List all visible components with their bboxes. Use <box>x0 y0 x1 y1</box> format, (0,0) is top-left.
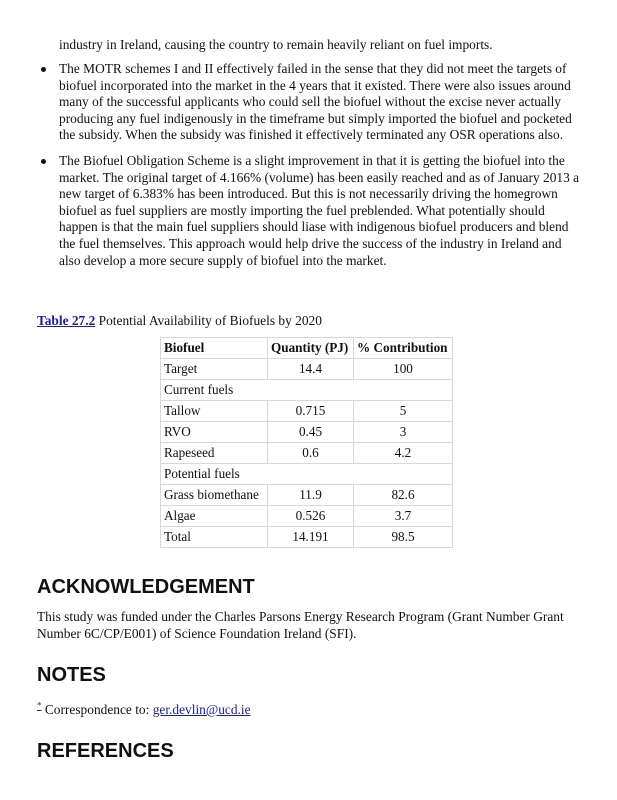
bullet-item <box>37 61 585 144</box>
cell-contribution: 3 <box>354 422 453 443</box>
table-row <box>161 443 453 464</box>
column-header-quantity: Quantity (PJ) <box>268 338 354 359</box>
section-label: Current fuels <box>161 380 453 401</box>
cell-contribution: 5 <box>354 401 453 422</box>
cell-biofuel: Grass biomethane <box>161 485 268 506</box>
cell-quantity: 0.6 <box>268 443 354 464</box>
cell-quantity: 14.4 <box>268 359 354 380</box>
bullet-dot-icon <box>41 67 46 72</box>
table-row <box>161 359 453 380</box>
acknowledgement-text: This study was funded under the Charles Parsons Energy Research Program (Grant Number Grant Number 6C/CP/E001) of Science Foundation Ireland (SFI). <box>37 609 564 641</box>
acknowledgement-heading: ACKNOWLEDGEMENT <box>37 576 255 598</box>
table-row <box>161 401 453 422</box>
email-link[interactable]: ger.devlin@ucd.ie <box>152 702 251 717</box>
bullet-text: The Biofuel Obligation Scheme is a slight improvement in that it is getting the biofuel into the market. The original target of 4.166% (volume) has been easily reached and as of January 2013 a new target of 6.383% has been introduced. But this is not necessarily driving the homegrown biofuel as fuel suppliers are mostly importing the fuel preblended. What potentially should happen is that the main fuel suppliers should liase with indigenous biofuel producers and blend the fuel themselves. This approach would help drive the success of the industry in Ireland and also develop a more secure supply of biofuel into the market. <box>59 152 580 268</box>
table-row <box>161 506 453 527</box>
table-row <box>161 527 453 548</box>
cell-quantity: 0.526 <box>268 506 354 527</box>
cell-biofuel: Rapeseed <box>161 443 268 464</box>
cell-contribution: 4.2 <box>354 443 453 464</box>
cell-biofuel: Tallow <box>161 401 268 422</box>
correspondence-prefix: Correspondence to: <box>41 702 153 717</box>
correspondence-note <box>37 702 585 719</box>
bullet-text: The MOTR schemes I and II effectively failed in the sense that they did not meet the targets of biofuel incorporated into the market in the 4 years that it existed. There were also issues around many of the successful applicants who could sell the biofuel without the excise never actually producing any fuel indigenously in the timeframe but simply imported the biofuel and pocketed the subsidy. When the subsidy was finished it effectively terminated any OSR operations also. <box>59 61 572 143</box>
footnote-marker-link[interactable]: * <box>37 700 42 711</box>
table-section-row <box>161 380 453 401</box>
cell-quantity: 0.45 <box>268 422 354 443</box>
table-link[interactable]: Table 27.2 <box>37 313 96 328</box>
intro-continuation: industry in Ireland, causing the country to remain heavily reliant on fuel imports. <box>59 37 493 52</box>
cell-quantity: 14.191 <box>268 527 354 548</box>
cell-quantity: 11.9 <box>268 485 354 506</box>
cell-biofuel: RVO <box>161 422 268 443</box>
bullet-dot-icon <box>41 159 46 164</box>
cell-contribution: 100 <box>354 359 453 380</box>
table-section-row <box>161 464 453 485</box>
table-row <box>161 422 453 443</box>
cell-biofuel: Target <box>161 359 268 380</box>
table-caption <box>37 313 322 330</box>
column-header-biofuel: Biofuel <box>161 338 268 359</box>
cell-contribution: 3.7 <box>354 506 453 527</box>
notes-heading: NOTES <box>37 664 106 686</box>
cell-biofuel: Algae <box>161 506 268 527</box>
table-row <box>161 485 453 506</box>
cell-contribution: 82.6 <box>354 485 453 506</box>
table-header-row <box>161 338 453 359</box>
section-label: Potential fuels <box>161 464 453 485</box>
cell-biofuel: Total <box>161 527 268 548</box>
cell-contribution: 98.5 <box>354 527 453 548</box>
biofuels-table <box>160 337 453 548</box>
cell-quantity: 0.715 <box>268 401 354 422</box>
bullet-list <box>37 61 585 278</box>
references-heading: REFERENCES <box>37 740 174 762</box>
column-header-contribution: % Contribution <box>354 338 453 359</box>
bullet-item <box>37 153 585 269</box>
table-caption-text: Potential Availability of Biofuels by 2020 <box>95 313 322 328</box>
